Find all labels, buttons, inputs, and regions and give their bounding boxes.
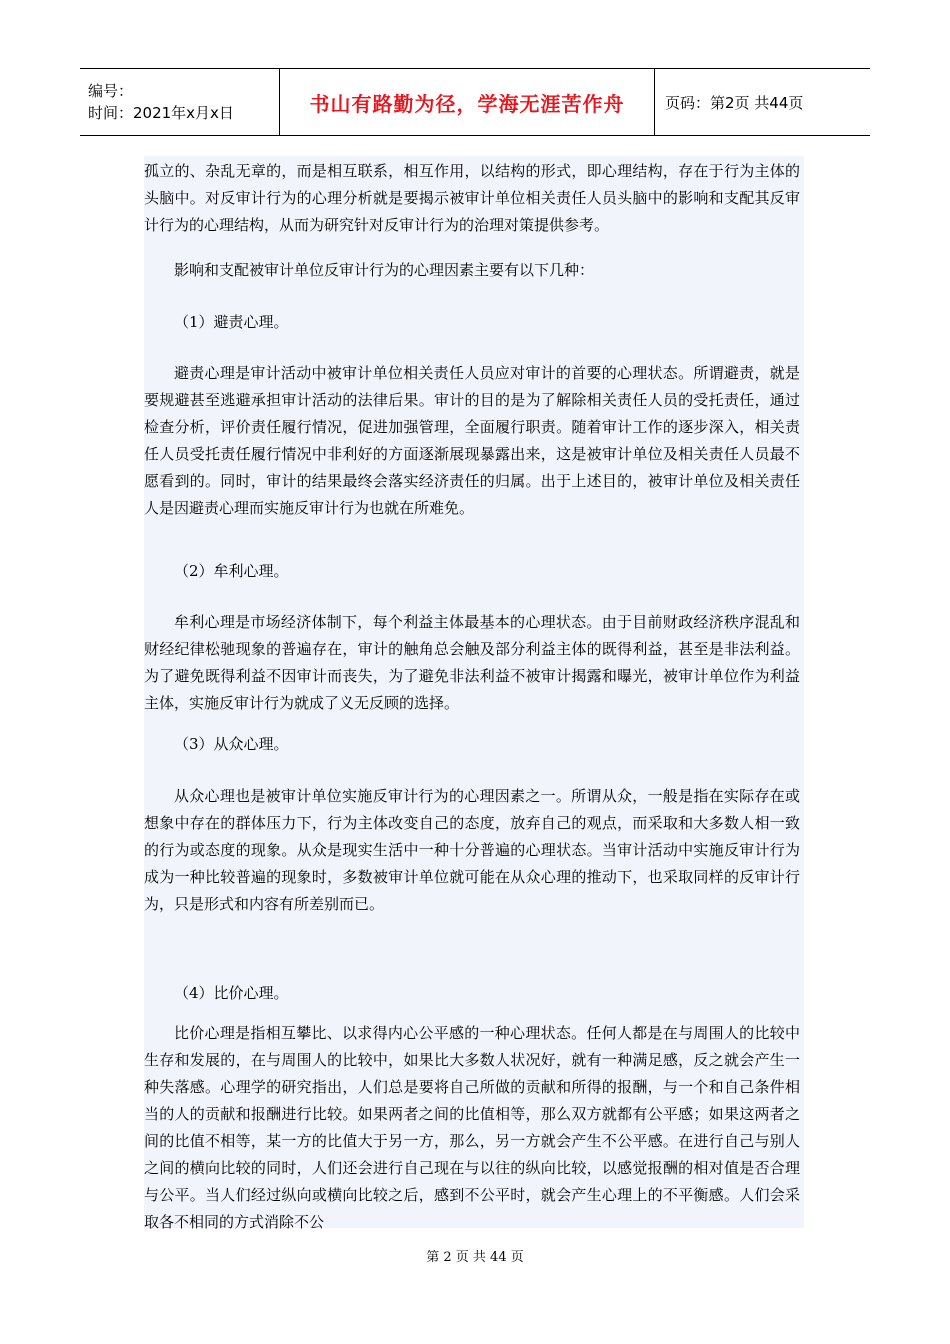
paragraph-intro: 孤立的、杂乱无章的，而是相互联系，相互作用，以结构的形式，即心理结构，存在于行为主体的头脑中。对反审计行为的心理分析就是要揭示被审计单位相关责任人员头脑中的影响和支配其反审计行为的心理结构，从而为研究针对反审计行为的治理对策提供参考。 [144, 162, 800, 234]
header-page-info-cell [655, 69, 870, 135]
header-motto: 书山有路勤为径，学海无涯苦作舟 [309, 91, 625, 116]
heading-avoid-responsibility: （1）避责心理。 [174, 313, 289, 331]
header-motto-cell [280, 69, 655, 135]
paragraph-avoid-responsibility: 避责心理是审计活动中被审计单位相关责任人员应对审计的首要的心理状态。所谓避责，就是要规避甚至逃避承担审计活动的法律后果。审计的目的是为了解除相关责任人员的受托责任，通过检查分析，评价责任履行情况，促进加强管理，全面履行职责。随着审计工作的逐步深入，相关责任人员受托责任履行情况中非利好的方面逐渐展现暴露出来，这是被审计单位及相关责任人员最不愿看到的。同时，审计的结果最终会落实经济责任的归属。出于上述目的，被审计单位及相关责任人是因避责心理而实施反审计行为也就在所难免。 [144, 364, 800, 517]
heading-profit-seeking: （2）牟利心理。 [174, 562, 289, 580]
paragraph-conformity: 从众心理也是被审计单位实施反审计行为的心理因素之一。所谓从众，一般是指在实际存在或想象中存在的群体压力下，行为主体改变自己的态度，放弃自己的观点，而采取和大多数人相一致的行为或态度的现象。从众是现实生活中一种十分普遍的心理状态。当审计活动中实施反审计行为成为一种比较普遍的现象时，多数被审计单位就可能在从众心理的推动下，也采取同样的反审计行为，只是形式和内容有所差别而已。 [144, 787, 800, 913]
paragraph-profit-seeking: 牟利心理是市场经济体制下，每个利益主体最基本的心理状态。由于目前财政经济秩序混乱和财经纪律松驰现象的普遍存在，审计的触角总会触及部分利益主体的既得利益，甚至是非法利益。为了避免既得利益不因审计而丧失，为了避免非法利益不被审计揭露和曝光，被审计单位作为利益主体，实施反审计行为就成了义无反顾的选择。 [144, 613, 800, 712]
heading-conformity: （3）从众心理。 [174, 735, 289, 753]
paragraph-comparison: 比价心理是指相互攀比、以求得内心公平感的一种心理状态。任何人都是在与周围人的比较中生存和发展的，在与周围人的比较中，如果比大多数人状况好，就有一种满足感，反之就会产生一种失落感。心理学的研究指出，人们总是要将自己所做的贡献和所得的报酬，与一个和自己条件相当的人的贡献和报酬进行比较。如果两者之间的比值相等，那么双方就都有公平感；如果这两者之间的比值不相等，某一方的比值大于另一方，那么，另一方就会产生不公平感。在进行自己与别人之间的横向比较的同时，人们还会进行自己现在与以往的纵向比较，以感觉报酬的相对值是否合理与公平。当人们经过纵向或横向比较之后，感到不公平时，就会产生心理上的不平衡感。人们会采取各不相同的方式消除不公 [144, 1024, 800, 1231]
heading-comparison: （4）比价心理。 [174, 984, 289, 1002]
document-body [144, 156, 804, 1231]
document-date: 时间：2021年x月x日 [88, 104, 234, 122]
document-number-label: 编号： [88, 82, 134, 100]
header-meta [80, 69, 280, 135]
page-header [80, 68, 870, 136]
page-footer: 第 2 页 共 44 页 [426, 1250, 524, 1265]
header-page-info: 页码：第2页 共44页 [665, 93, 804, 112]
paragraph-factors-lead: 影响和支配被审计单位反审计行为的心理因素主要有以下几种： [174, 261, 595, 279]
